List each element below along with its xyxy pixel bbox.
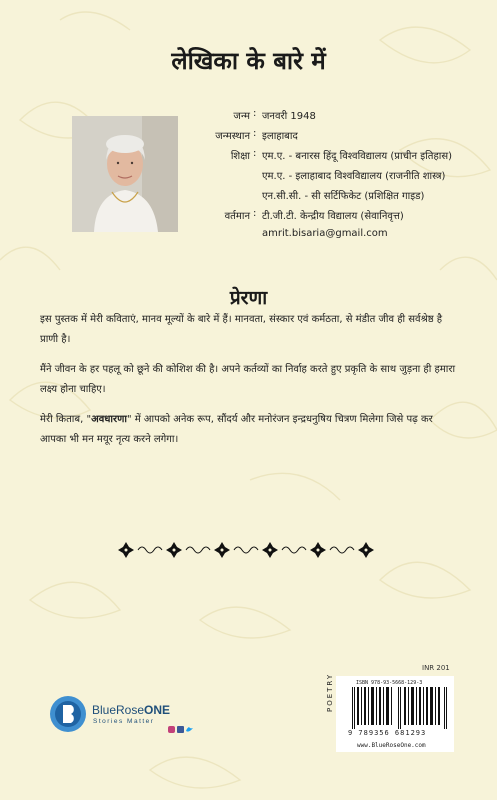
genre-label: POETRY [326,672,334,712]
info-label: जन्मस्थान [215,131,250,142]
paragraph-3: मेरी किताब, "अवधारणा" में आपको अनेक रूप, सौंदर्य और मनोरंजन इन्द्रधनुषिय चित्रण मिलेगा जिसे पढ़ कर आपका भी मन मयूर नृत्य करने लगेगा। [40,414,433,445]
info-value: इलाहाबाद [262,131,298,142]
info-label: वर्तमान [224,211,250,222]
barcode-icon [352,687,448,729]
publisher-name: BlueRoseONE [92,703,171,717]
price-label: INR 201 [422,664,450,672]
publisher-tagline: Stories Matter [93,718,155,725]
info-value: एन.सी.सी. - सी सर्टिफिकेट (प्रशिक्षित गाइड) [262,191,425,202]
info-value: टी.जी.टी. केन्द्रीय विद्यालय (सेवानिवृत्त) [262,211,404,222]
book-title: अवधारणा [91,414,127,425]
twitter-icon[interactable] [186,727,193,732]
website-link[interactable]: www.BlueRoseOne.com [357,742,426,749]
paragraph-2: मैंने जीवन के हर पहलू को छूने की कोशिश की है। अपने कर्तव्यों का निर्वाह करते हुए प्रकृति के साथ जुड़ना ही हमारा लक्ष्य होना चाहिए। [40,364,456,395]
ornamental-divider [118,540,380,560]
isbn-digits: 9 789356 681293 [348,729,427,737]
social-icons [168,726,194,736]
facebook-icon[interactable] [177,726,184,733]
info-label: जन्म [233,111,250,122]
bluerose-logo-icon [48,694,88,734]
author-photo [72,116,178,232]
page-title: लेखिका के बारे में [171,47,326,75]
info-value: जनवरी 1948 [262,111,316,122]
section-title: प्रेरणा [229,287,268,309]
info-label: शिक्षा [230,151,250,162]
paragraph-1: इस पुस्तक में मेरी कविताएं, मानव मूल्यों के बारे में हैं। मानवता, संस्कार एवं कर्मठता, से मंडीत जीव ही सर्वश्रेष्ठ है प्राणी है। [40,314,443,345]
isbn-label: ISBN 978-93-5668-129-3 [356,680,423,686]
author-portrait-image [72,116,178,232]
instagram-icon[interactable] [168,726,175,733]
info-value: एम.ए. - बनारस हिंदू विश्वविद्यालय (प्राचीन इतिहास) [262,151,453,162]
email-link[interactable]: amrit.bisaria@gmail.com [262,228,388,239]
info-value: एम.ए. - इलाहाबाद विश्वविद्यालय (राजनीति शास्त्र) [262,171,446,182]
